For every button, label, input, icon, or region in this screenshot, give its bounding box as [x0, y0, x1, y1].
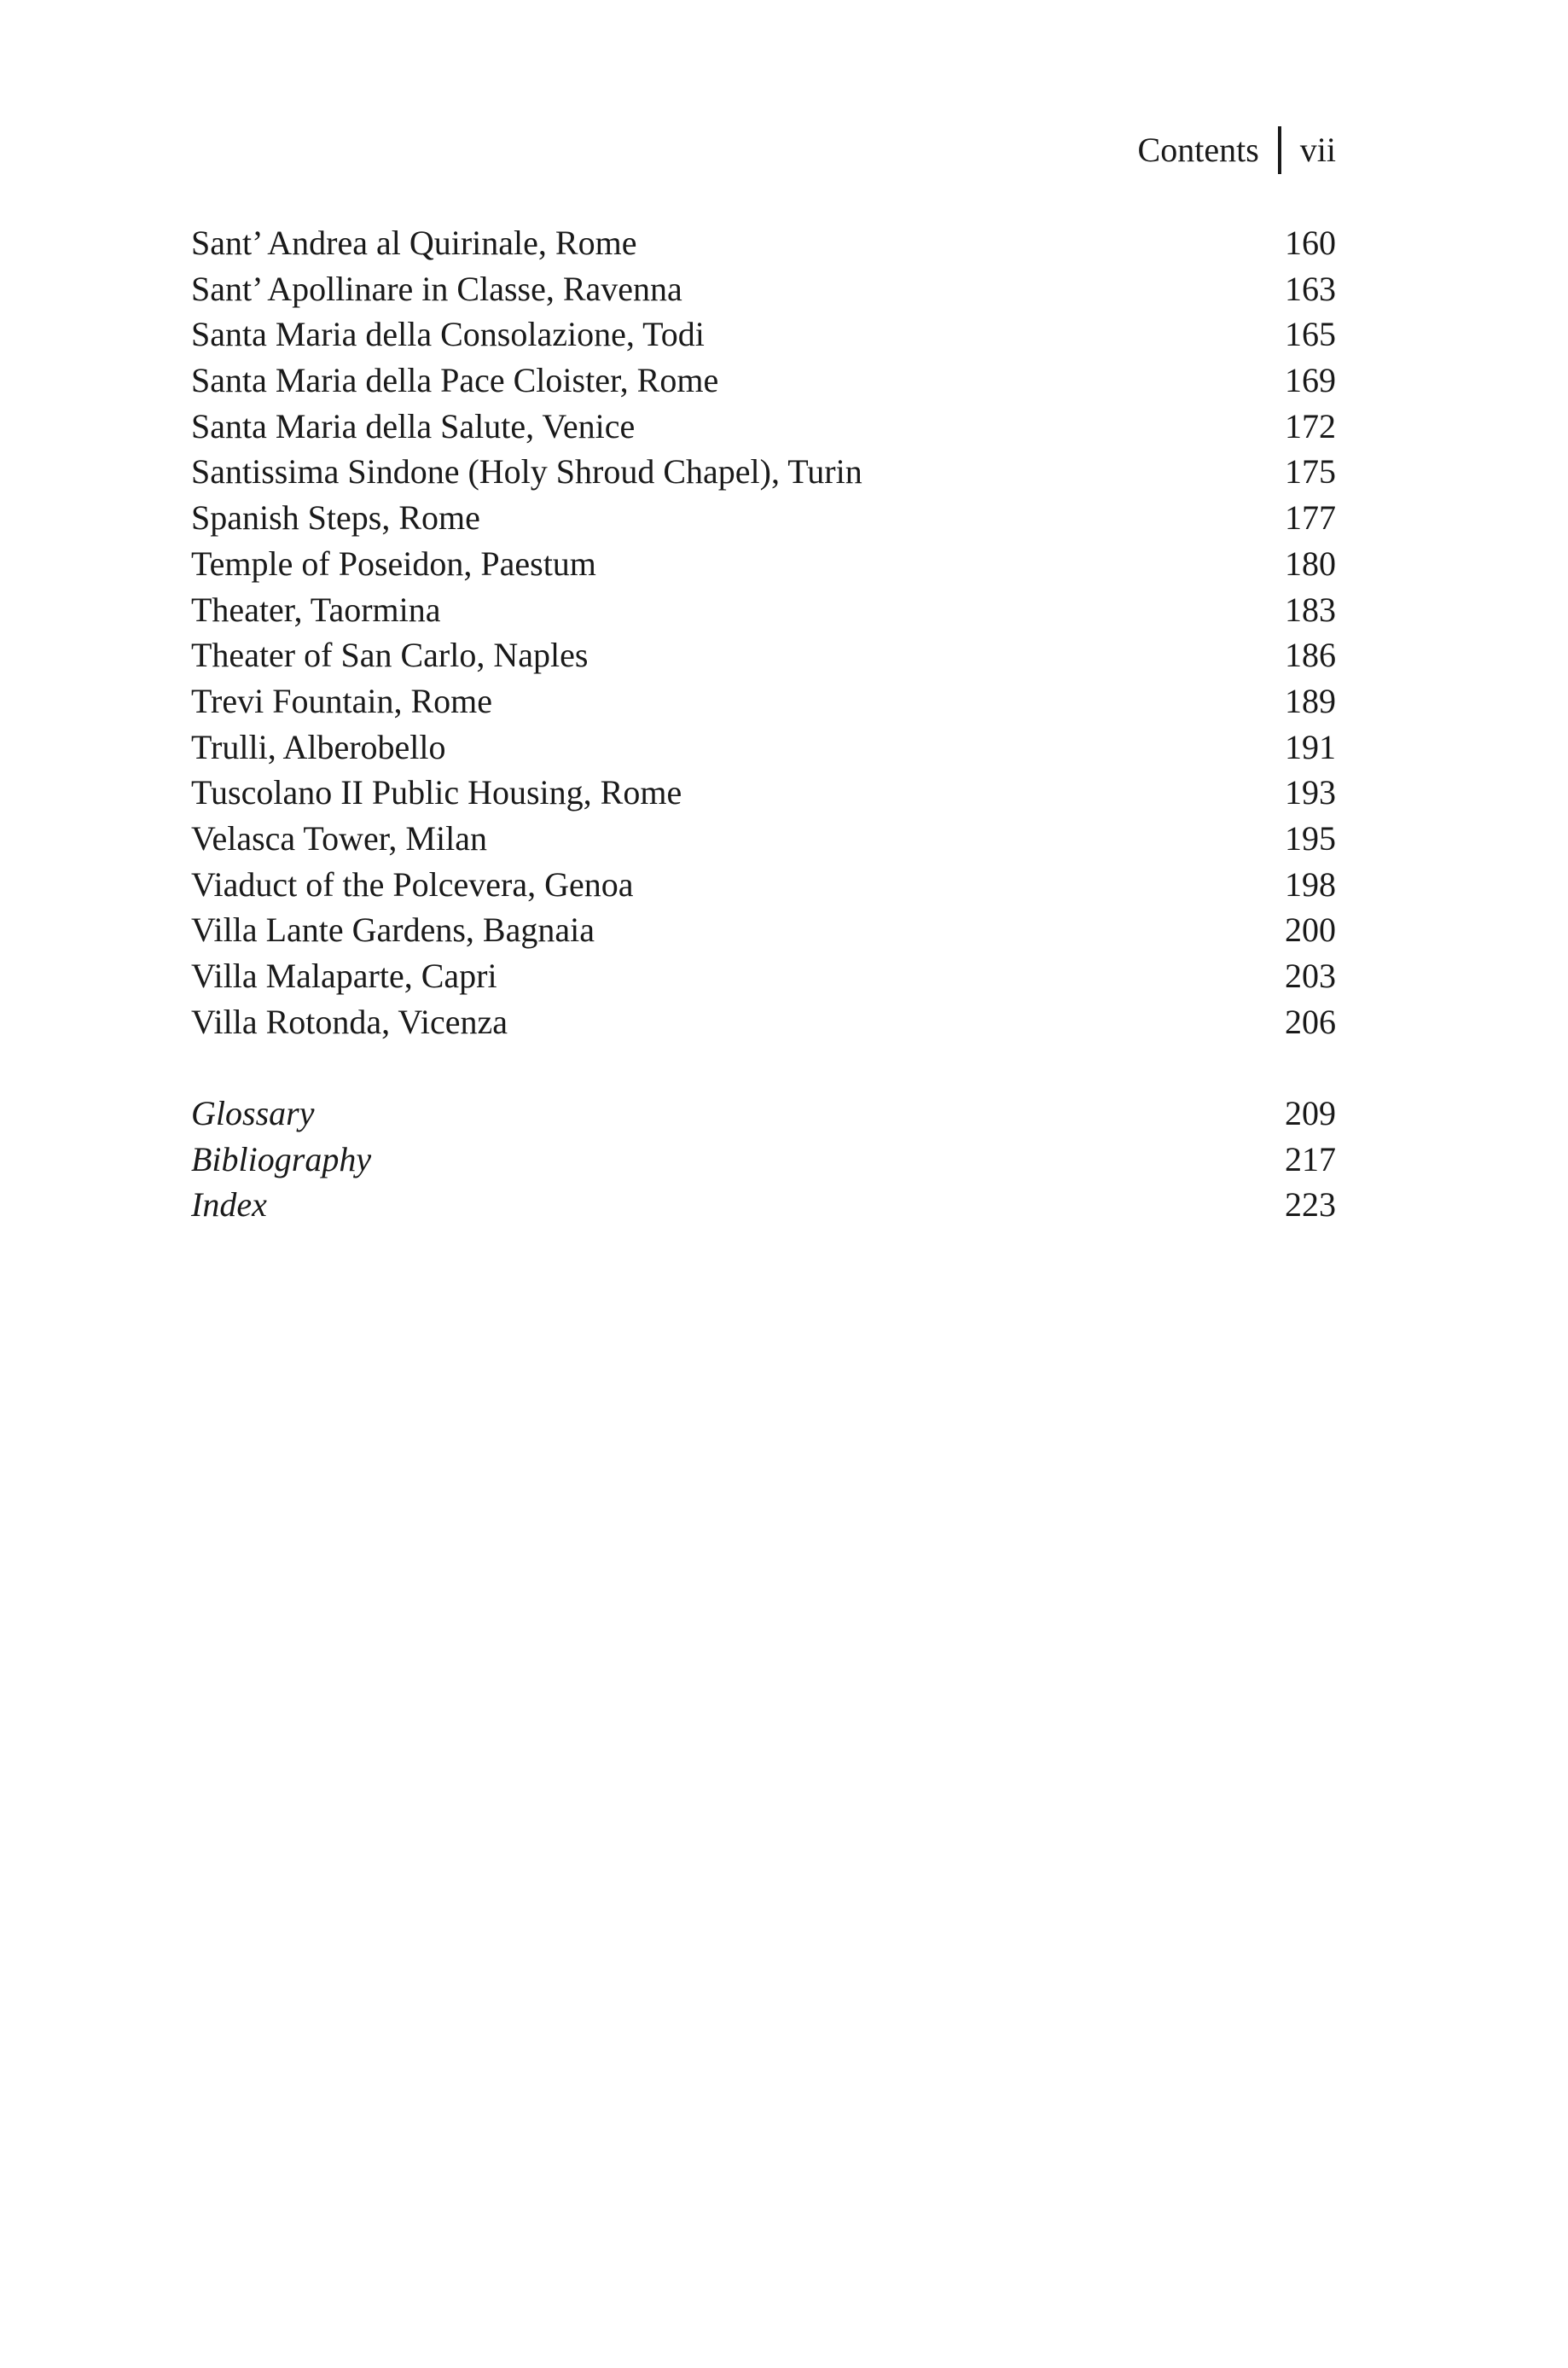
toc-entry[interactable] — [191, 266, 1336, 312]
toc-entry-page: 172 — [1285, 406, 1336, 445]
toc-entry[interactable] — [191, 449, 1336, 495]
toc-entry-page: 165 — [1285, 315, 1336, 354]
toc-entry-page: 206 — [1285, 1002, 1336, 1041]
toc-entry[interactable] — [191, 632, 1336, 678]
toc-entry-page: 195 — [1285, 818, 1336, 858]
toc-entry-page: 175 — [1285, 452, 1336, 492]
toc-entry[interactable] — [191, 953, 1336, 999]
toc-entry[interactable] — [191, 541, 1336, 587]
toc-entry[interactable] — [191, 495, 1336, 541]
toc-entry-page: 203 — [1285, 957, 1336, 995]
toc-entry[interactable] — [191, 587, 1336, 633]
toc-entry-page: 183 — [1285, 590, 1336, 629]
toc-entry-title: Bibliography — [191, 1139, 372, 1178]
toc-entry-page: 193 — [1285, 773, 1336, 812]
toc-entry[interactable] — [191, 1182, 1336, 1228]
toc-entry-page: 160 — [1285, 224, 1336, 262]
toc-entry-page: 177 — [1285, 498, 1336, 538]
toc-entry-title: Tuscolano II Public Housing, Rome — [191, 773, 682, 812]
toc-entry[interactable] — [191, 1091, 1336, 1137]
toc-entry-page: 209 — [1285, 1094, 1336, 1133]
toc-entry-title: Sant’ Andrea al Quirinale, Rome — [191, 224, 637, 262]
toc-entry[interactable] — [191, 311, 1336, 358]
toc-entry-page: 169 — [1285, 361, 1336, 400]
toc-entry-page: 200 — [1285, 911, 1336, 950]
toc-entry-title: Trulli, Alberobello — [191, 727, 446, 766]
toc-entry[interactable] — [191, 862, 1336, 908]
toc-entry-title: Theater, Taormina — [191, 590, 441, 629]
toc-entry-title: Santa Maria della Consolazione, Todi — [191, 315, 705, 354]
toc-entry-page: 223 — [1285, 1185, 1336, 1225]
toc-entry-title: Viaduct of the Polcevera, Genoa — [191, 864, 634, 904]
running-head-divider — [1278, 126, 1281, 174]
toc-back-matter — [191, 1091, 1336, 1228]
toc-entry-page: 180 — [1285, 544, 1336, 583]
running-head — [1138, 126, 1336, 174]
toc-entry[interactable] — [191, 220, 1336, 266]
toc-entry[interactable] — [191, 770, 1336, 816]
toc-entry-title: Santa Maria della Pace Cloister, Rome — [191, 361, 719, 400]
toc-entry-title: Spanish Steps, Rome — [191, 498, 480, 538]
toc-entry[interactable] — [191, 907, 1336, 953]
toc-entry-page: 163 — [1285, 269, 1336, 308]
toc-entry-title: Santissima Sindone (Holy Shroud Chapel), Turin — [191, 452, 862, 492]
toc-entry[interactable] — [191, 358, 1336, 404]
toc-entry[interactable] — [191, 1137, 1336, 1183]
toc-entry-title: Villa Lante Gardens, Bagnaia — [191, 911, 595, 950]
toc-entry-title: Villa Malaparte, Capri — [191, 957, 497, 995]
toc-entry-page: 198 — [1285, 864, 1336, 904]
toc-entry-title: Velasca Tower, Milan — [191, 818, 487, 858]
toc-entry-title: Santa Maria della Salute, Venice — [191, 406, 636, 445]
toc-entry-title: Sant’ Apollinare in Classe, Ravenna — [191, 269, 682, 308]
page-number: vii — [1299, 131, 1336, 169]
toc-entry[interactable] — [191, 999, 1336, 1045]
toc-entry-page: 186 — [1285, 636, 1336, 675]
toc-entry-page: 217 — [1285, 1139, 1336, 1178]
toc-entry-title: Villa Rotonda, Vicenza — [191, 1002, 508, 1041]
toc-entry-title: Index — [191, 1185, 267, 1225]
running-head-title: Contents — [1137, 131, 1259, 169]
toc-entry-title: Theater of San Carlo, Naples — [191, 636, 589, 675]
toc-entry[interactable] — [191, 404, 1336, 450]
table-of-contents — [191, 220, 1336, 1228]
toc-entry-title: Glossary — [191, 1094, 315, 1133]
toc-entry[interactable] — [191, 678, 1336, 724]
toc-entry[interactable] — [191, 724, 1336, 771]
toc-entry-title: Trevi Fountain, Rome — [191, 681, 492, 720]
toc-entries — [191, 220, 1336, 1044]
toc-entry-page: 191 — [1285, 727, 1336, 766]
toc-entry[interactable] — [191, 816, 1336, 862]
toc-entry-page: 189 — [1285, 681, 1336, 720]
toc-entry-title: Temple of Poseidon, Paestum — [191, 544, 596, 583]
